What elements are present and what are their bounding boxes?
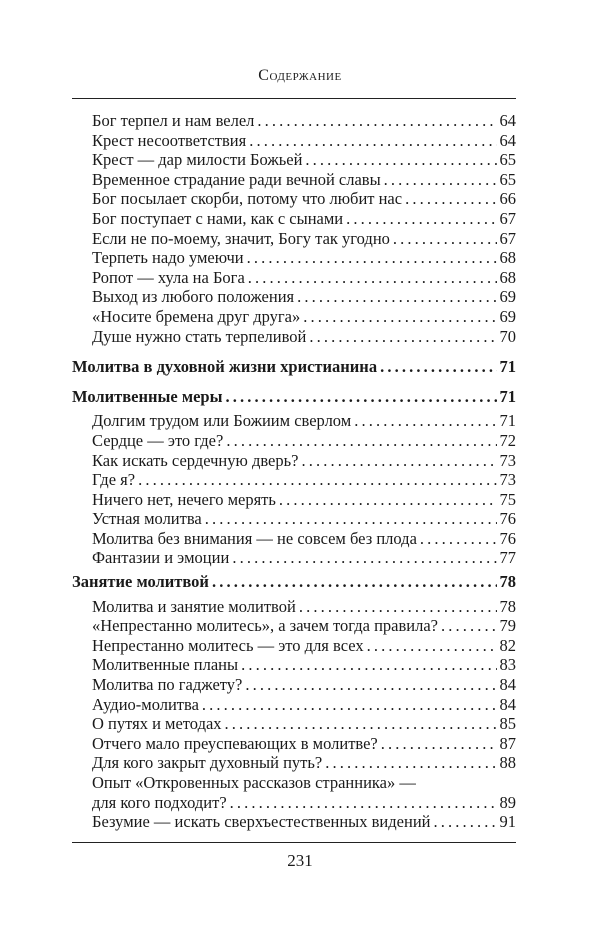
toc-entry[interactable]: [72, 734, 516, 754]
toc-entry-title: Долгим трудом или Божиим сверлом: [92, 411, 352, 431]
leader-dots: [441, 616, 497, 636]
toc-entry-title: Сердце — это где?: [92, 430, 224, 450]
toc-entry-title: Временное страдание ради вечной славы: [92, 169, 381, 189]
toc-entry[interactable]: [72, 695, 516, 715]
toc-entry-title: Устная молитва: [92, 509, 202, 529]
toc-entry[interactable]: [72, 209, 516, 229]
toc-entry[interactable]: [72, 616, 516, 636]
toc-section-page: 71: [499, 357, 516, 377]
toc-section-title: Молитвенные меры: [72, 386, 223, 406]
leader-dots: [393, 229, 497, 249]
toc-section-heading[interactable]: [72, 572, 516, 592]
toc-section-title: Молитва в духовной жизни христианина: [72, 357, 378, 377]
toc-section-title: Занятие молитвой: [72, 572, 209, 592]
leader-dots: [354, 411, 496, 431]
leader-dots: [225, 387, 496, 407]
toc-entry-page: 84: [499, 694, 516, 714]
toc-entry-title: Где я?: [92, 470, 136, 490]
toc-entry-title: Молитва и занятие молитвой: [92, 596, 296, 616]
toc-entry-title: Отчего мало преуспевающих в молитве?: [92, 733, 378, 753]
leader-dots: [247, 248, 497, 268]
toc-entry-title: О путях и методах: [92, 714, 222, 734]
leader-dots: [309, 327, 496, 347]
toc-entry-title: Душе нужно стать терпеливой: [92, 326, 307, 346]
toc-entry-title: Крест несоответствия: [92, 130, 247, 150]
toc-entry[interactable]: [72, 170, 516, 190]
toc-entry[interactable]: [72, 470, 516, 490]
leader-dots: [305, 150, 496, 170]
toc-entry[interactable]: [72, 714, 516, 734]
toc-entry-page: 72: [499, 430, 516, 450]
toc-entry-page: 68: [499, 248, 516, 268]
toc-entry[interactable]: [72, 490, 516, 510]
toc-entry-title: Ничего нет, нечего мерять: [92, 489, 276, 509]
toc-entry[interactable]: [72, 189, 516, 209]
toc-entry[interactable]: [72, 655, 516, 675]
toc-entry-page: 85: [499, 714, 516, 734]
leader-dots: [225, 714, 497, 734]
leader-dots: [303, 307, 496, 327]
toc-entry-page: 64: [499, 130, 516, 150]
leader-dots: [212, 572, 497, 592]
leader-dots: [248, 268, 497, 288]
page-number: 231: [287, 851, 313, 870]
leader-dots: [241, 655, 496, 675]
toc-entry[interactable]: [72, 268, 516, 288]
leader-dots: [257, 111, 496, 131]
leader-dots: [138, 470, 496, 490]
leader-dots: [230, 793, 497, 813]
toc-entry-page: 64: [499, 111, 516, 130]
toc-entry-page: 67: [499, 228, 516, 248]
leader-dots: [433, 812, 496, 832]
toc-entry-page: 70: [499, 326, 516, 346]
leader-dots: [279, 490, 497, 510]
toc-entry-title-line1: Опыт «Откровенных рассказов странника» —: [92, 773, 416, 792]
toc-entry-page: 88: [499, 753, 516, 773]
toc-entry-page: 65: [499, 150, 516, 170]
toc-entry-page: 89: [499, 792, 516, 812]
toc-entry-page: 71: [499, 411, 516, 431]
toc-entry[interactable]: [72, 509, 516, 529]
toc-entry-title: Молитва по гаджету?: [92, 675, 243, 695]
toc-entry[interactable]: [72, 753, 516, 773]
leader-dots: [346, 209, 496, 229]
leader-dots: [405, 189, 496, 209]
toc-entry-page: 69: [499, 306, 516, 326]
toc-entry-title: для кого подходит?: [92, 792, 227, 812]
toc-entry[interactable]: [72, 636, 516, 656]
toc-entry[interactable]: [72, 307, 516, 327]
leader-dots: [249, 131, 496, 151]
leader-dots: [325, 753, 496, 773]
toc-section-heading[interactable]: [72, 357, 516, 377]
toc-entry[interactable]: [72, 248, 516, 268]
leader-dots: [226, 431, 496, 451]
toc-entry[interactable]: [72, 411, 516, 431]
leader-dots: [367, 636, 497, 656]
toc-entry-page: 77: [499, 548, 516, 568]
leader-dots: [202, 695, 497, 715]
leader-dots: [420, 529, 497, 549]
toc-entry-title: Безумие — искать сверхъестественных видений: [92, 812, 431, 832]
toc-section-heading[interactable]: [72, 387, 516, 407]
toc-section-page: 71: [499, 386, 516, 406]
toc-entry-title: Бог поступает с нами, как с сынами: [92, 208, 344, 228]
leader-dots: [384, 170, 497, 190]
toc-entry-title: Для кого закрыт духовный путь?: [92, 753, 323, 773]
leader-dots: [297, 287, 496, 307]
toc-entry-title: Ропот — хула на Бога: [92, 267, 245, 287]
leader-dots: [245, 675, 496, 695]
running-head: Содержание: [258, 67, 342, 84]
toc-entry-title: Как искать сердечную дверь?: [92, 450, 299, 470]
toc-entry[interactable]: [72, 287, 516, 307]
toc-entry-title: Непрестанно молитесь — это для всех: [92, 635, 364, 655]
leader-dots: [380, 357, 496, 377]
table-of-contents: [72, 111, 516, 832]
toc-entry-page: 75: [499, 489, 516, 509]
toc-entry-page: 68: [499, 267, 516, 287]
toc-entry[interactable]: [72, 675, 516, 695]
toc-entry[interactable]: [72, 150, 516, 170]
toc-section-page: 78: [499, 572, 516, 592]
toc-entry-page: 87: [499, 733, 516, 753]
toc-entry-page: 82: [499, 635, 516, 655]
toc-entry-title: Выход из любого положения: [92, 287, 295, 307]
leader-dots: [205, 509, 497, 529]
toc-entry-page: 66: [499, 189, 516, 209]
toc-entry[interactable]: [72, 529, 516, 549]
toc-entry-page: 83: [499, 655, 516, 675]
toc-entry[interactable]: [72, 812, 516, 832]
toc-entry-page: 67: [499, 208, 516, 228]
toc-entry-page: 79: [499, 616, 516, 636]
toc-entry-page: 78: [499, 596, 516, 616]
toc-entry-title: Молитва без внимания — не совсем без плода: [92, 528, 417, 548]
footer-rule: [72, 842, 516, 843]
leader-dots: [301, 451, 496, 471]
toc-entry-page: 84: [499, 675, 516, 695]
toc-entry-page: 69: [499, 287, 516, 307]
toc-entry-title: Бог терпел и нам велел: [92, 111, 255, 130]
toc-entry-page: 91: [499, 812, 516, 832]
toc-entry-title: Фантазии и эмоции: [92, 548, 230, 568]
toc-entry-page: 73: [499, 450, 516, 470]
toc-entry-title: Если не по-моему, значит, Богу так угодно: [92, 228, 390, 248]
toc-entry[interactable]: [72, 327, 516, 347]
toc-entry[interactable]: [72, 548, 516, 568]
leader-dots: [232, 548, 496, 568]
toc-entry-title: Крест — дар милости Божьей: [92, 150, 303, 170]
toc-entry-page: 76: [499, 509, 516, 529]
toc-entry[interactable]: [72, 431, 516, 451]
toc-entry-title: «Носите бремена друг друга»: [92, 306, 301, 326]
toc-entry[interactable]: [72, 229, 516, 249]
leader-dots: [381, 734, 497, 754]
toc-entry-title: Аудио-молитва: [92, 694, 199, 714]
toc-entry-page: 76: [499, 528, 516, 548]
toc-entry-page: 73: [499, 470, 516, 490]
toc-entry-title: «Непрестанно молитесь», а зачем тогда правила?: [92, 616, 438, 636]
toc-entry-title: Бог посылает скорби, потому что любит нас: [92, 189, 403, 209]
header-rule: [72, 98, 516, 99]
leader-dots: [299, 597, 497, 617]
toc-entry-page: 65: [499, 169, 516, 189]
toc-entry[interactable]: [72, 131, 516, 151]
toc-entry[interactable]: [72, 793, 516, 813]
toc-entry-title: Молитвенные планы: [92, 655, 239, 675]
toc-entry[interactable]: [72, 597, 516, 617]
toc-entry-title: Терпеть надо умеючи: [92, 248, 244, 268]
toc-entry[interactable]: [72, 451, 516, 471]
toc-entry[interactable]: [72, 111, 516, 131]
